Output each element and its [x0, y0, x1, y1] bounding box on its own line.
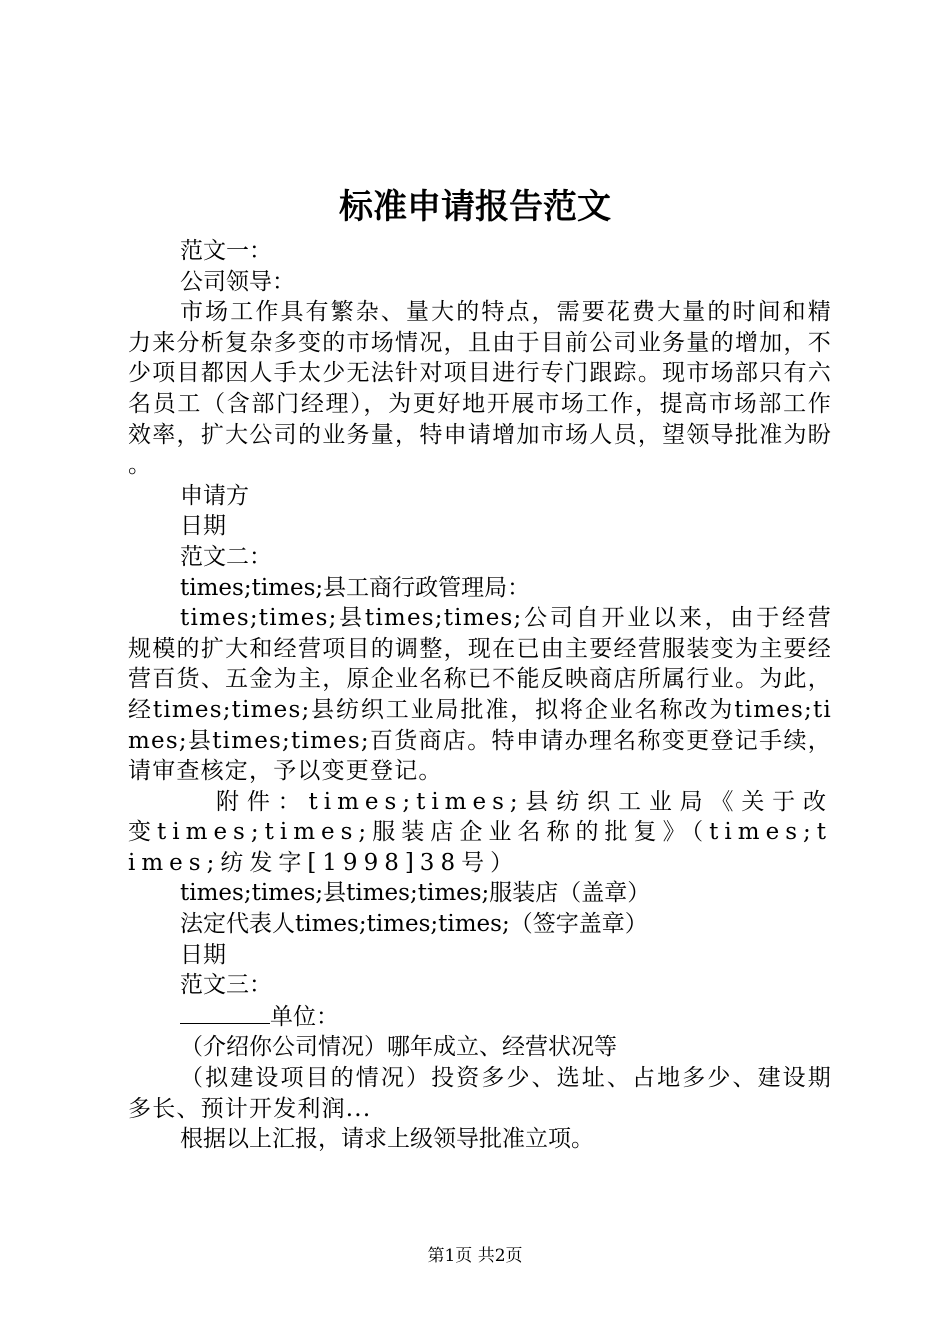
section1-applicant: 申请方 [180, 482, 249, 509]
section2-seal: times;times;县times;times;服装店（盖章） [180, 880, 651, 907]
section1-salutation: 公司领导： [180, 268, 295, 295]
section2-heading: 范文二： [180, 543, 272, 570]
section2-date: 日期 [180, 941, 226, 968]
section3-project: （拟建设项目的情况）投资多少、选址、占地多少、建设期多长、预计开发利润... [128, 1065, 832, 1122]
section3-addressee-suffix: 单位： [270, 1003, 339, 1030]
section1-date: 日期 [180, 513, 226, 540]
page-footer: 第1页 共2页 [427, 1246, 523, 1266]
section3-intro: （介绍你公司情况）哪年成立、经营状况等 [180, 1034, 617, 1061]
section1-body: 市场工作具有繁杂、量大的特点，需要花费大量的时间和精力来分析复杂多变的市场情况，且由于目前公司业务量的增加，不少项目都因人手太少无法针对项目进行专门跟踪。现市场部只有六名员工（含部门经理），为更好地开展市场工作，提高市场部工作效率，扩大公司的业务量，特申请增加市场人员，望领导批准为盼。 [128, 299, 832, 479]
section3-heading: 范文三： [180, 972, 272, 999]
section3-addressee [128, 1001, 832, 1033]
section2-attachment: 附件：times;times;县纺织工业局《关于改变times;times;服装店企业名称的批复》（times;times;纺发字[1998]38号） [128, 788, 832, 876]
document-title: 标准申请报告范文 [339, 187, 611, 227]
section2-salutation: times;times;县工商行政管理局： [180, 574, 531, 601]
section3-closing: 根据以上汇报，请求上级领导批准立项。 [180, 1126, 594, 1153]
section2-representative: 法定代表人times;times;times;（签字盖章） [180, 911, 648, 938]
blank-underline [180, 1001, 270, 1024]
document-body [128, 236, 832, 1155]
section1-heading: 范文一： [180, 238, 272, 264]
section2-body: times;times;县times;times;公司自开业以来，由于经营规模的扩大和经营项目的调整，现在已由主要经营服装变为主要经营百货、五金为主，原企业名称已不能反映商店所属行业。为此，经times;times;县纺织工业局批准，拟将企业名称改为times;times;县times;times;百货商店。特申请办理名称变更登记手续，请审查核定，予以变更登记。 [128, 605, 832, 785]
